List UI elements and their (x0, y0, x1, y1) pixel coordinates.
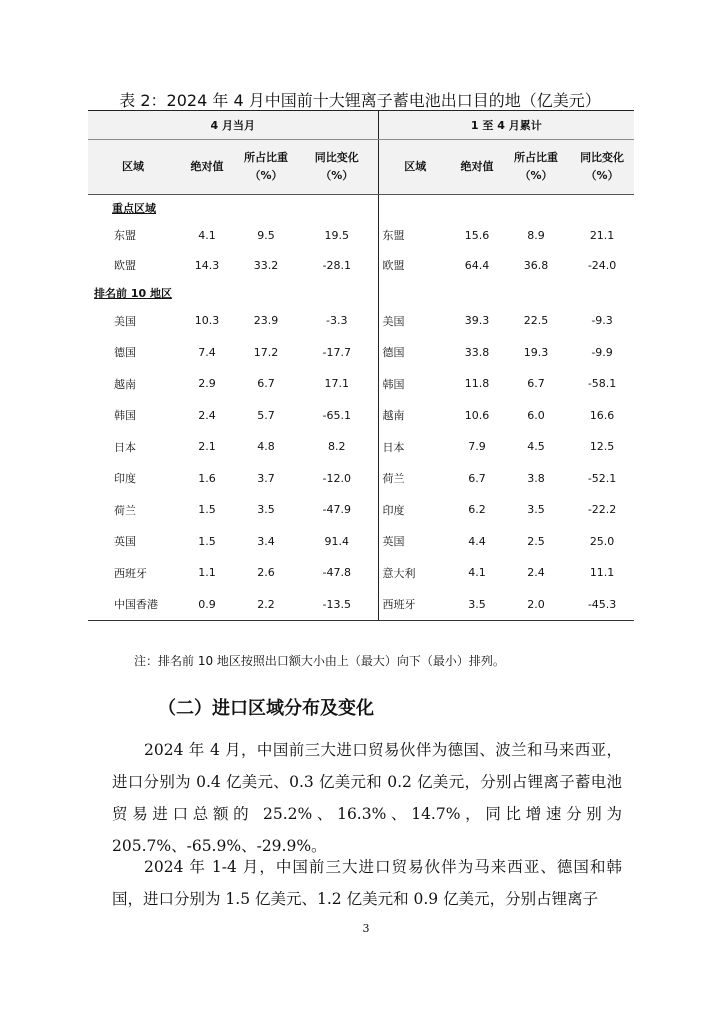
table-row (88, 305, 634, 337)
cell-absolute-cum: 4.4 (468, 534, 486, 548)
cell-absolute-cum: 6.7 (468, 471, 486, 485)
paragraph-1: 2024 年 4 月，中国前三大进口贸易伙伴为德国、波兰和马来西亚，进口分别为 0.4 亿美元、0.3 亿美元和 0.2 亿美元，分别占锂离子蓄电池贸易进口总额的 25.2%、16.3%、14.7%，同比增速分别为 205.7%、-65.9%、-29.9%。 (112, 741, 622, 855)
cell-absolute-cum: 10.6 (464, 408, 490, 422)
cell-region: 美国 (114, 314, 136, 328)
col-header-absolute: 绝对值 (178, 140, 236, 195)
table-row (88, 337, 634, 369)
cell-share: 4.8 (257, 440, 275, 454)
cell-absolute: 1.5 (198, 534, 216, 548)
page-number: 3 (362, 922, 370, 935)
cell-absolute: 1.1 (198, 566, 216, 580)
cell-region: 东盟 (114, 229, 136, 242)
cell-share-cum: 2.0 (502, 589, 570, 621)
cell-yoy-cum: 12.5 (589, 440, 615, 454)
table-row (88, 368, 634, 400)
table-row (88, 220, 634, 250)
table-row (88, 557, 634, 589)
col-header-region-cum: 区域 (378, 140, 452, 195)
cell-share-cum: 6.7 (527, 377, 545, 391)
cell-region-cum: 西班牙 (378, 589, 452, 621)
group-header-april: 4 月当月 (88, 111, 378, 140)
table-row (88, 494, 634, 526)
cell-share: 9.5 (257, 228, 275, 242)
col-header-share-cum-label: 所占比重 (514, 151, 559, 164)
cell-share: 33.2 (253, 258, 279, 272)
col-header-yoy-label: 同比变化 (314, 151, 359, 164)
group-header-cumulative: 1 至 4 月累计 (378, 111, 634, 140)
cell-share-cum: 19.3 (523, 345, 549, 359)
cell-yoy: 8.2 (328, 440, 346, 454)
cell-share-cum: 22.5 (523, 314, 549, 328)
cell-absolute-cum: 6.2 (468, 503, 486, 517)
section-label-top10 (88, 280, 378, 305)
cell-yoy: 17.1 (324, 377, 350, 391)
cell-region: 英国 (114, 535, 136, 549)
col-header-share-unit: （%） (249, 169, 283, 182)
cell-yoy-cum: -52.1 (587, 471, 617, 485)
cell-region-cum: 东盟 (378, 220, 452, 250)
cell-share-cum: 3.8 (527, 471, 545, 485)
cell-region-cum: 德国 (378, 337, 452, 369)
cell-share: 6.7 (257, 377, 275, 391)
cell-region-cum: 意大利 (378, 557, 452, 589)
section-key-text: 重点区域 (112, 201, 156, 215)
table-row (88, 431, 634, 463)
cell-yoy-cum: -9.3 (591, 314, 613, 328)
cell-yoy: 19.5 (324, 228, 350, 242)
section-row-top10 (88, 280, 634, 305)
cell-region: 日本 (114, 440, 136, 454)
cell-yoy: 91.4 (324, 534, 350, 548)
cell-region: 中国香港 (88, 589, 178, 621)
cell-yoy-cum: -9.9 (591, 345, 613, 359)
cell-share-cum: 2.4 (527, 566, 545, 580)
cell-absolute-cum: 11.8 (464, 377, 490, 391)
cell-share-cum: 8.9 (527, 228, 545, 242)
cell-absolute-cum: 15.6 (464, 228, 490, 242)
section-spacer (378, 195, 634, 221)
section-label-key-regions (88, 195, 378, 221)
table-group-header-row (88, 111, 634, 140)
col-header-share (236, 140, 296, 195)
cell-absolute: 10.3 (194, 314, 220, 328)
cell-absolute: 1.6 (198, 471, 216, 485)
cell-absolute-cum: 3.5 (452, 589, 502, 621)
section-row-key-regions (88, 195, 634, 221)
cell-absolute-cum: 64.4 (464, 258, 490, 272)
cell-absolute-cum: 7.9 (468, 440, 486, 454)
section-spacer (378, 280, 634, 305)
export-destination-table (88, 110, 634, 621)
cell-region-cum: 英国 (378, 526, 452, 558)
cell-yoy: -3.3 (326, 314, 348, 328)
cell-absolute: 7.4 (198, 345, 216, 359)
cell-absolute: 2.9 (198, 377, 216, 391)
cell-yoy: -28.1 (322, 258, 351, 272)
cell-yoy: -12.0 (322, 471, 351, 485)
cell-region-cum: 荷兰 (378, 463, 452, 495)
col-header-yoy-cum-label: 同比变化 (580, 151, 625, 164)
cell-yoy: -65.1 (322, 408, 351, 422)
cell-yoy: -17.7 (322, 345, 351, 359)
cell-region: 韩国 (114, 409, 136, 423)
table-row (88, 250, 634, 280)
cell-share-cum: 36.8 (523, 258, 549, 272)
cell-yoy-cum: 16.6 (589, 408, 615, 422)
cell-region-cum: 越南 (378, 400, 452, 432)
cell-region-cum: 印度 (378, 494, 452, 526)
cell-share-cum: 3.5 (527, 503, 545, 517)
col-header-share-cum-unit: （%） (519, 169, 553, 182)
table-row (88, 463, 634, 495)
cell-share: 23.9 (253, 314, 279, 328)
paragraph-2: 2024 年 1-4 月，中国前三大进口贸易伙伴为马来西亚、德国和韩国，进口分别为 1.5 亿美元、1.2 亿美元和 0.9 亿美元，分别占锂离子 (112, 858, 622, 908)
cell-absolute-cum: 39.3 (464, 314, 490, 328)
cell-absolute: 0.9 (178, 589, 236, 621)
cell-yoy-cum: -58.1 (587, 377, 617, 391)
cell-absolute: 4.1 (198, 228, 216, 242)
cell-absolute: 14.3 (194, 258, 220, 272)
table-title: 表 2：2024 年 4 月中国前十大锂离子蓄电池出口目的地（亿美元） (119, 91, 601, 110)
table-row (88, 589, 634, 621)
cell-absolute: 2.1 (198, 440, 216, 454)
cell-absolute-cum: 4.1 (468, 566, 486, 580)
cell-yoy: -47.8 (322, 566, 351, 580)
cell-yoy-cum: -24.0 (587, 258, 617, 272)
cell-yoy-cum: 11.1 (589, 566, 615, 580)
cell-region-cum: 欧盟 (378, 250, 452, 280)
cell-absolute: 2.4 (198, 408, 216, 422)
cell-region: 欧盟 (114, 259, 136, 272)
cell-share: 17.2 (253, 345, 279, 359)
cell-share: 2.2 (236, 589, 296, 621)
cell-region: 印度 (114, 472, 136, 486)
cell-share-cum: 2.5 (527, 534, 545, 548)
cell-absolute: 1.5 (198, 503, 216, 517)
table-column-header-row (88, 140, 634, 195)
col-header-region: 区域 (88, 140, 178, 195)
cell-yoy-cum: 25.0 (589, 534, 615, 548)
cell-share-cum: 4.5 (527, 440, 545, 454)
cell-share: 2.6 (257, 566, 275, 580)
cell-share: 5.7 (257, 408, 275, 422)
cell-yoy-cum: -22.2 (587, 503, 617, 517)
cell-yoy-cum: 21.1 (589, 228, 615, 242)
cell-region-cum: 美国 (378, 305, 452, 337)
cell-region: 德国 (114, 346, 136, 360)
cell-yoy: -13.5 (296, 589, 378, 621)
cell-region-cum: 韩国 (378, 368, 452, 400)
cell-region: 西班牙 (114, 566, 147, 580)
col-header-absolute-cum: 绝对值 (452, 140, 502, 195)
section-heading: （二）进口区域分布及变化 (158, 698, 374, 719)
cell-share: 3.4 (257, 534, 275, 548)
col-header-yoy-cum-unit: （%） (585, 169, 619, 182)
cell-region: 越南 (114, 377, 136, 391)
col-header-yoy-unit: （%） (320, 169, 354, 182)
col-header-yoy (296, 140, 378, 195)
table-row (88, 400, 634, 432)
section-top10-text: 排名前 10 地区 (94, 286, 172, 300)
cell-share: 3.5 (257, 503, 275, 517)
cell-yoy: -47.9 (322, 503, 351, 517)
col-header-share-cum (502, 140, 570, 195)
col-header-share-label: 所占比重 (244, 151, 288, 164)
table-row (88, 526, 634, 558)
cell-region: 荷兰 (114, 503, 136, 517)
col-header-yoy-cum (570, 140, 634, 195)
cell-share: 3.7 (257, 471, 275, 485)
cell-absolute-cum: 33.8 (464, 345, 490, 359)
cell-yoy-cum: -45.3 (570, 589, 634, 621)
cell-region-cum: 日本 (378, 431, 452, 463)
table-note: 注：排名前 10 地区按照出口额大小由上（最大）向下（最小）排列。 (134, 654, 505, 668)
cell-share-cum: 6.0 (527, 408, 545, 422)
